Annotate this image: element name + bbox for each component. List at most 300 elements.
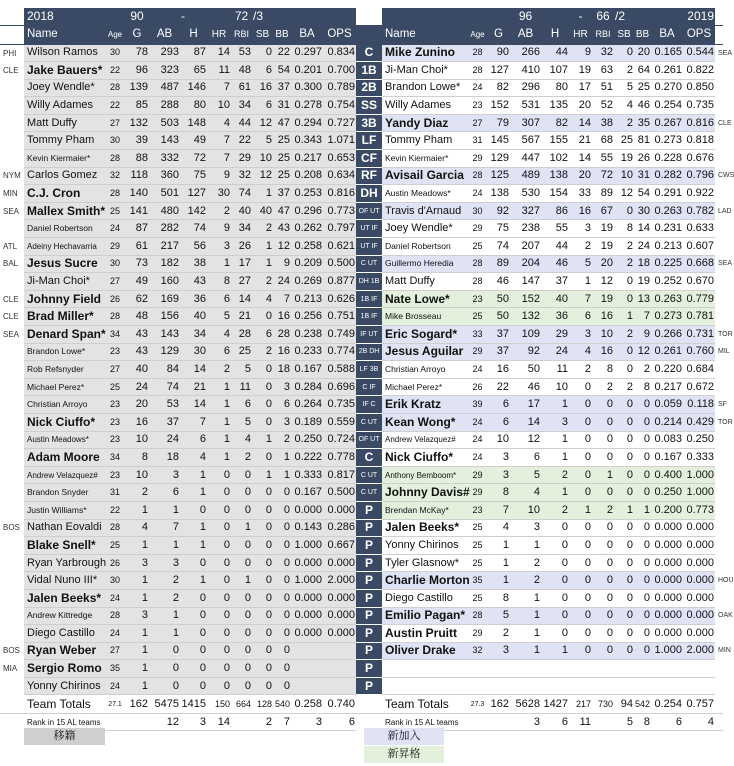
- left-prev-team: [0, 114, 24, 132]
- right-stat-hr: 0: [569, 642, 592, 660]
- right-stat-sb: 0: [614, 589, 634, 607]
- right-stat-rbi: 20: [592, 255, 614, 273]
- roster-row: [0, 150, 723, 168]
- left-stat-g: 39: [125, 132, 149, 150]
- right-player-name: Jesus Aguilar: [382, 343, 468, 361]
- right-stat-ab: 109: [510, 326, 541, 344]
- left-player-name: Austin Meadows*: [24, 431, 105, 449]
- right-stat-ops: 0.250: [683, 431, 715, 449]
- left-player-age: 28: [105, 308, 125, 326]
- left-player-age: 25: [105, 378, 125, 396]
- right-new-team: [715, 220, 723, 238]
- right-new-team: [715, 62, 723, 80]
- right-stat-sb: [614, 660, 634, 678]
- col-ba: BA: [291, 25, 323, 44]
- right-stat-sb: 0: [614, 537, 634, 555]
- left-prev-team: [0, 413, 24, 431]
- left-stat-ab: 501: [149, 185, 180, 203]
- right-stat-ops: [683, 660, 715, 678]
- left-stat-ba: 0.201: [291, 62, 323, 80]
- right-losses: 66: [592, 8, 614, 25]
- left-stat-ba: 0.343: [291, 132, 323, 150]
- right-new-team: [715, 677, 723, 695]
- left-prev-team: SEA: [3, 206, 20, 216]
- right-stat-ops: 0.672: [683, 378, 715, 396]
- left-stat-sb: 0: [252, 449, 273, 467]
- left-stat-hr: 6: [207, 290, 231, 308]
- left-prev-team: [0, 220, 24, 238]
- right-stat-rbi: 0: [592, 431, 614, 449]
- left-stat-rbi: 0: [231, 642, 252, 660]
- left-stat-bb: 16: [273, 308, 291, 326]
- right-stat-ab: 489: [510, 167, 541, 185]
- right-new-team: [715, 150, 723, 168]
- left-stat-sb: 0: [252, 554, 273, 572]
- right-player-name: Matt Duffy: [382, 273, 468, 291]
- rank-left-ba: 3: [291, 714, 323, 731]
- right-stat-g: 92: [487, 202, 510, 220]
- left-stat-ops: 0.773: [323, 202, 356, 220]
- left-player-name: Joey Wendle*: [24, 79, 105, 97]
- left-player-name: Ryan Yarbrough: [24, 554, 105, 572]
- position-label: C UT: [356, 484, 382, 502]
- roster-row: [0, 413, 723, 431]
- right-new-team: [715, 501, 723, 519]
- right-stat-rbi: 38: [592, 114, 614, 132]
- left-stat-sb: 1: [252, 431, 273, 449]
- right-stat-bb: 35: [634, 114, 651, 132]
- left-stat-rbi: 5: [231, 413, 252, 431]
- left-stat-g: 1: [125, 572, 149, 590]
- left-stat-ba: 0.000: [291, 607, 323, 625]
- right-player-age: 28: [468, 44, 487, 62]
- right-new-team: [715, 79, 723, 97]
- right-stat-ba: 0.000: [651, 572, 683, 590]
- left-prev-team: [0, 431, 24, 449]
- position-label: DH 1B: [356, 273, 382, 291]
- left-player-name: Brandon Lowe*: [24, 343, 105, 361]
- left-stat-hr: 0: [207, 537, 231, 555]
- right-player-age: 25: [468, 589, 487, 607]
- left-prev-team: [0, 79, 24, 97]
- left-player-name: Nathan Eovaldi: [24, 519, 105, 537]
- left-stat-sb: 0: [252, 625, 273, 643]
- right-stat-h: 1: [541, 396, 569, 414]
- left-stat-bb: 0: [273, 554, 291, 572]
- right-stat-g: 2: [487, 625, 510, 643]
- totals-left-rbi: 664: [231, 695, 252, 714]
- left-stat-g: 8: [125, 449, 149, 467]
- right-stat-ba: 0.263: [651, 290, 683, 308]
- right-stat-g: 6: [487, 396, 510, 414]
- right-new-team: [715, 625, 723, 643]
- left-stat-ab: 84: [149, 361, 180, 379]
- left-player-age: 24: [105, 677, 125, 695]
- roster-row: [0, 361, 723, 379]
- left-player-name: Nick Ciuffo*: [24, 413, 105, 431]
- left-stat-hr: 0: [207, 642, 231, 660]
- totals-left-hr: 150: [207, 695, 231, 714]
- right-stat-ops: 0.731: [683, 326, 715, 344]
- right-stat-ba: 1.000: [651, 642, 683, 660]
- right-new-team: [715, 484, 723, 502]
- left-player-age: 23: [105, 431, 125, 449]
- roster-row: [0, 589, 723, 607]
- left-player-age: 23: [105, 466, 125, 484]
- right-stat-rbi: [592, 677, 614, 695]
- left-stat-g: 87: [125, 220, 149, 238]
- right-stat-ops: 2.000: [683, 642, 715, 660]
- left-stat-g: 1: [125, 537, 149, 555]
- right-stat-sb: 0: [614, 396, 634, 414]
- right-player-name: Ji-Man Choi*: [382, 62, 468, 80]
- left-stat-g: 48: [125, 308, 149, 326]
- left-stat-g: 61: [125, 238, 149, 256]
- right-stat-hr: 0: [569, 413, 592, 431]
- left-stat-sb: 0: [252, 308, 273, 326]
- left-stat-g: 10: [125, 466, 149, 484]
- left-stat-g: 118: [125, 167, 149, 185]
- right-stat-ops: 0.816: [683, 114, 715, 132]
- right-stat-sb: 0: [614, 273, 634, 291]
- left-stat-bb: 0: [273, 642, 291, 660]
- right-stat-ba: 0.291: [651, 185, 683, 203]
- left-stat-ops: 0.877: [323, 273, 356, 291]
- right-stat-rbi: 63: [592, 62, 614, 80]
- left-stat-h: 1: [180, 572, 207, 590]
- right-stat-bb: 0: [634, 484, 651, 502]
- left-stat-hr: 30: [207, 185, 231, 203]
- roster-row: [0, 572, 723, 590]
- left-stat-bb: 0: [273, 677, 291, 695]
- left-stat-bb: 16: [273, 343, 291, 361]
- left-player-name: Denard Span*: [24, 326, 105, 344]
- right-stat-sb: 2: [614, 238, 634, 256]
- left-player-age: 31: [105, 484, 125, 502]
- right-stat-ops: 0.850: [683, 79, 715, 97]
- left-prev-team: CLE: [3, 65, 19, 75]
- right-stat-sb: 0: [614, 431, 634, 449]
- right-stat-rbi: 0: [592, 607, 614, 625]
- right-stat-ba: 0.261: [651, 62, 683, 80]
- left-stat-g: 43: [125, 343, 149, 361]
- left-stat-ba: [291, 642, 323, 660]
- left-stat-ab: 129: [149, 343, 180, 361]
- right-player-age: 28: [468, 607, 487, 625]
- right-player-age: 29: [468, 343, 487, 361]
- left-player-age: 27: [105, 361, 125, 379]
- right-stat-ab: 1: [510, 589, 541, 607]
- totals-right-sb: 94: [614, 695, 634, 714]
- right-player-name: Charlie Morton: [382, 572, 468, 590]
- right-stat-hr: 20: [569, 97, 592, 115]
- right-player-name: Tyler Glasnow*: [382, 554, 468, 572]
- right-stat-ba: 0.167: [651, 449, 683, 467]
- left-stat-ab: 0: [149, 642, 180, 660]
- left-player-age: 28: [105, 607, 125, 625]
- totals-left-bb: 540: [273, 695, 291, 714]
- left-player-name: Jake Bauers*: [24, 62, 105, 80]
- totals-right-ab: 5628: [510, 695, 541, 714]
- right-stat-sb: 2: [614, 255, 634, 273]
- right-stat-g: 16: [487, 361, 510, 379]
- left-stat-bb: 1: [273, 449, 291, 467]
- right-year: 2019: [683, 8, 715, 25]
- right-new-team: [715, 185, 723, 203]
- rank-right-rbi: [592, 714, 614, 731]
- right-player-age: 35: [468, 572, 487, 590]
- left-stat-rbi: 34: [231, 220, 252, 238]
- left-stat-rbi: 0: [231, 501, 252, 519]
- roster-row: [0, 255, 723, 273]
- right-stat-bb: 0: [634, 519, 651, 537]
- left-stat-bb: 54: [273, 62, 291, 80]
- left-stat-rbi: 14: [231, 290, 252, 308]
- left-stat-h: 30: [180, 343, 207, 361]
- right-stat-ops: 0.796: [683, 167, 715, 185]
- right-stat-sb: 5: [614, 79, 634, 97]
- right-stat-bb: 13: [634, 290, 651, 308]
- left-stat-ops: 0.749: [323, 326, 356, 344]
- right-stat-g: 3: [487, 449, 510, 467]
- left-prev-team: [0, 132, 24, 150]
- left-stat-h: 0: [180, 642, 207, 660]
- left-prev-team: [0, 554, 24, 572]
- left-stat-hr: 0: [207, 519, 231, 537]
- right-stat-rbi: 19: [592, 220, 614, 238]
- left-stat-g: 88: [125, 150, 149, 168]
- right-stat-hr: 0: [569, 519, 592, 537]
- right-stat-rbi: 0: [592, 642, 614, 660]
- right-stat-sb: 1: [614, 501, 634, 519]
- totals-label-left: Team Totals: [24, 695, 105, 714]
- left-stat-ba: 0.297: [291, 44, 323, 62]
- position-label: OF UT: [356, 431, 382, 449]
- right-new-team: TOR: [718, 330, 733, 338]
- right-stat-hr: 20: [569, 167, 592, 185]
- left-stat-sb: 0: [252, 484, 273, 502]
- left-stat-bb: 18: [273, 361, 291, 379]
- left-prev-team: BAL: [3, 259, 19, 269]
- right-stat-ba: 0.231: [651, 220, 683, 238]
- left-stat-ab: 293: [149, 44, 180, 62]
- left-player-name: Kevin Kiermaier*: [24, 150, 105, 168]
- left-stat-ab: 156: [149, 308, 180, 326]
- right-stat-rbi: 16: [592, 308, 614, 326]
- right-stat-sb: 2: [614, 378, 634, 396]
- col-sb-right: SB: [614, 25, 634, 44]
- left-stat-hr: 0: [207, 572, 231, 590]
- right-new-team: [715, 660, 723, 678]
- rank-label-right: Rank in 15 AL teams: [382, 714, 468, 731]
- right-stat-ab: 567: [510, 132, 541, 150]
- right-stat-ops: 0.333: [683, 449, 715, 467]
- left-stat-bb: 3: [273, 378, 291, 396]
- right-stat-ab: 447: [510, 150, 541, 168]
- right-stat-rbi: 0: [592, 413, 614, 431]
- rank-left-h: 3: [180, 714, 207, 731]
- right-stat-h: 80: [541, 79, 569, 97]
- right-stat-hr: 0: [569, 537, 592, 555]
- right-stat-ba: 0.254: [651, 97, 683, 115]
- left-player-name: Willy Adames: [24, 97, 105, 115]
- roster-row: [0, 202, 723, 220]
- left-player-name: Jesus Sucre: [24, 255, 105, 273]
- right-new-team: [715, 361, 723, 379]
- left-stat-ops: 0.626: [323, 290, 356, 308]
- totals-left-g: 162: [125, 695, 149, 714]
- left-stat-rbi: 32: [231, 167, 252, 185]
- left-stat-hr: 0: [207, 660, 231, 678]
- left-stat-ops: 0.817: [323, 466, 356, 484]
- right-stat-ba: 0.213: [651, 238, 683, 256]
- right-stat-ops: 0.544: [683, 44, 715, 62]
- right-stat-sb: 0: [614, 343, 634, 361]
- position-label: P: [356, 519, 382, 537]
- right-stat-hr: 14: [569, 150, 592, 168]
- roster-row: [0, 62, 723, 80]
- left-prev-team: [0, 150, 24, 168]
- left-stat-ba: 0.213: [291, 290, 323, 308]
- position-label: C: [356, 44, 382, 62]
- left-stat-bb: 0: [273, 537, 291, 555]
- right-stat-g: 75: [487, 220, 510, 238]
- left-stat-h: 21: [180, 378, 207, 396]
- left-stat-rbi: 28: [231, 326, 252, 344]
- right-stat-hr: 19: [569, 62, 592, 80]
- col-age-right: Age: [468, 25, 487, 44]
- left-stat-ops: 0.797: [323, 220, 356, 238]
- right-stat-h: 1: [541, 431, 569, 449]
- roster-row: [0, 537, 723, 555]
- left-stat-rbi: 34: [231, 97, 252, 115]
- left-stat-h: 0: [180, 501, 207, 519]
- right-player-age: 25: [468, 519, 487, 537]
- left-player-age: 28: [105, 519, 125, 537]
- left-stat-ops: 2.000: [323, 572, 356, 590]
- left-stat-h: 0: [180, 554, 207, 572]
- left-stat-sb: 0: [252, 589, 273, 607]
- right-stat-h: 0: [541, 625, 569, 643]
- left-stat-ab: 3: [149, 554, 180, 572]
- right-stat-bb: 46: [634, 97, 651, 115]
- right-stat-ab: 152: [510, 290, 541, 308]
- left-stat-hr: 7: [207, 150, 231, 168]
- right-stat-rbi: 72: [592, 167, 614, 185]
- left-stat-ab: 18: [149, 449, 180, 467]
- col-bb-right: BB: [634, 25, 651, 44]
- left-stat-rbi: 0: [231, 554, 252, 572]
- left-stat-sb: 0: [252, 519, 273, 537]
- right-dash: -: [569, 8, 592, 25]
- right-stat-bb: 31: [634, 167, 651, 185]
- totals-left-ba: 0.258: [291, 695, 323, 714]
- right-stat-g: 74: [487, 238, 510, 256]
- left-stat-h: 75: [180, 167, 207, 185]
- right-stat-ab: 6: [510, 449, 541, 467]
- right-stat-g: 82: [487, 79, 510, 97]
- col-ab: AB: [149, 25, 180, 44]
- right-stat-hr: 3: [569, 326, 592, 344]
- left-stat-ba: 0.296: [291, 202, 323, 220]
- left-stat-ops: [323, 677, 356, 695]
- right-player-age: 29: [468, 220, 487, 238]
- left-player-name: Christian Arroyo: [24, 396, 105, 414]
- right-stat-bb: 12: [634, 343, 651, 361]
- left-stat-bb: 2: [273, 431, 291, 449]
- left-stat-sb: 6: [252, 97, 273, 115]
- position-label: C UT: [356, 413, 382, 431]
- roster-comparison-sheet: [0, 8, 734, 731]
- left-player-age: 25: [105, 537, 125, 555]
- left-player-age: 26: [105, 290, 125, 308]
- right-stat-ops: [683, 677, 715, 695]
- rank-right-hr: 11: [569, 714, 592, 731]
- right-stat-ab: 266: [510, 44, 541, 62]
- right-new-team: [715, 449, 723, 467]
- right-stat-g: 10: [487, 431, 510, 449]
- right-stat-ops: 0.782: [683, 202, 715, 220]
- right-player-age: 28: [468, 167, 487, 185]
- left-stat-h: 34: [180, 326, 207, 344]
- left-player-age: 30: [105, 572, 125, 590]
- right-stat-sb: 8: [614, 220, 634, 238]
- left-prev-team: [0, 396, 24, 414]
- col-ops: OPS: [323, 25, 356, 44]
- left-prev-team: CLE: [3, 294, 19, 304]
- right-stat-bb: 19: [634, 273, 651, 291]
- left-stat-ops: 0.588: [323, 361, 356, 379]
- roster-row: [0, 378, 723, 396]
- right-player-age: 33: [468, 326, 487, 344]
- right-stat-sb: 2: [614, 326, 634, 344]
- right-stat-g: 1: [487, 554, 510, 572]
- left-player-age: 23: [105, 413, 125, 431]
- roster-row: [0, 554, 723, 572]
- left-stat-bb: 9: [273, 255, 291, 273]
- rank-left-ab: 12: [149, 714, 180, 731]
- position-label: P: [356, 589, 382, 607]
- right-stat-ops: 0.118: [683, 396, 715, 414]
- right-stat-ba: 0.273: [651, 308, 683, 326]
- position-label: 1B IF: [356, 308, 382, 326]
- left-prev-team: MIN: [3, 189, 18, 199]
- right-stat-hr: 0: [569, 625, 592, 643]
- roster-row: [0, 114, 723, 132]
- left-stat-g: 3: [125, 607, 149, 625]
- left-player-age: 29: [105, 238, 125, 256]
- right-stat-rbi: 10: [592, 326, 614, 344]
- right-stat-sb: 12: [614, 185, 634, 203]
- left-stat-ab: 24: [149, 431, 180, 449]
- left-stat-ops: 0.696: [323, 378, 356, 396]
- left-stat-ops: 0.000: [323, 625, 356, 643]
- position-label: CF: [356, 150, 382, 168]
- right-stat-ab: 2: [510, 572, 541, 590]
- left-stat-sb: 1: [252, 255, 273, 273]
- right-player-name: Johnny Davis#: [382, 484, 468, 502]
- left-stat-sb: 6: [252, 62, 273, 80]
- left-stat-ba: 0.143: [291, 519, 323, 537]
- roster-row: [0, 466, 723, 484]
- right-player-age: 28: [468, 273, 487, 291]
- right-stat-g: 4: [487, 519, 510, 537]
- right-stat-ba: 0.270: [651, 79, 683, 97]
- right-stat-ops: 0.781: [683, 308, 715, 326]
- left-stat-ba: 0.000: [291, 625, 323, 643]
- left-stat-ba: 0.209: [291, 255, 323, 273]
- right-stat-ba: 0.000: [651, 589, 683, 607]
